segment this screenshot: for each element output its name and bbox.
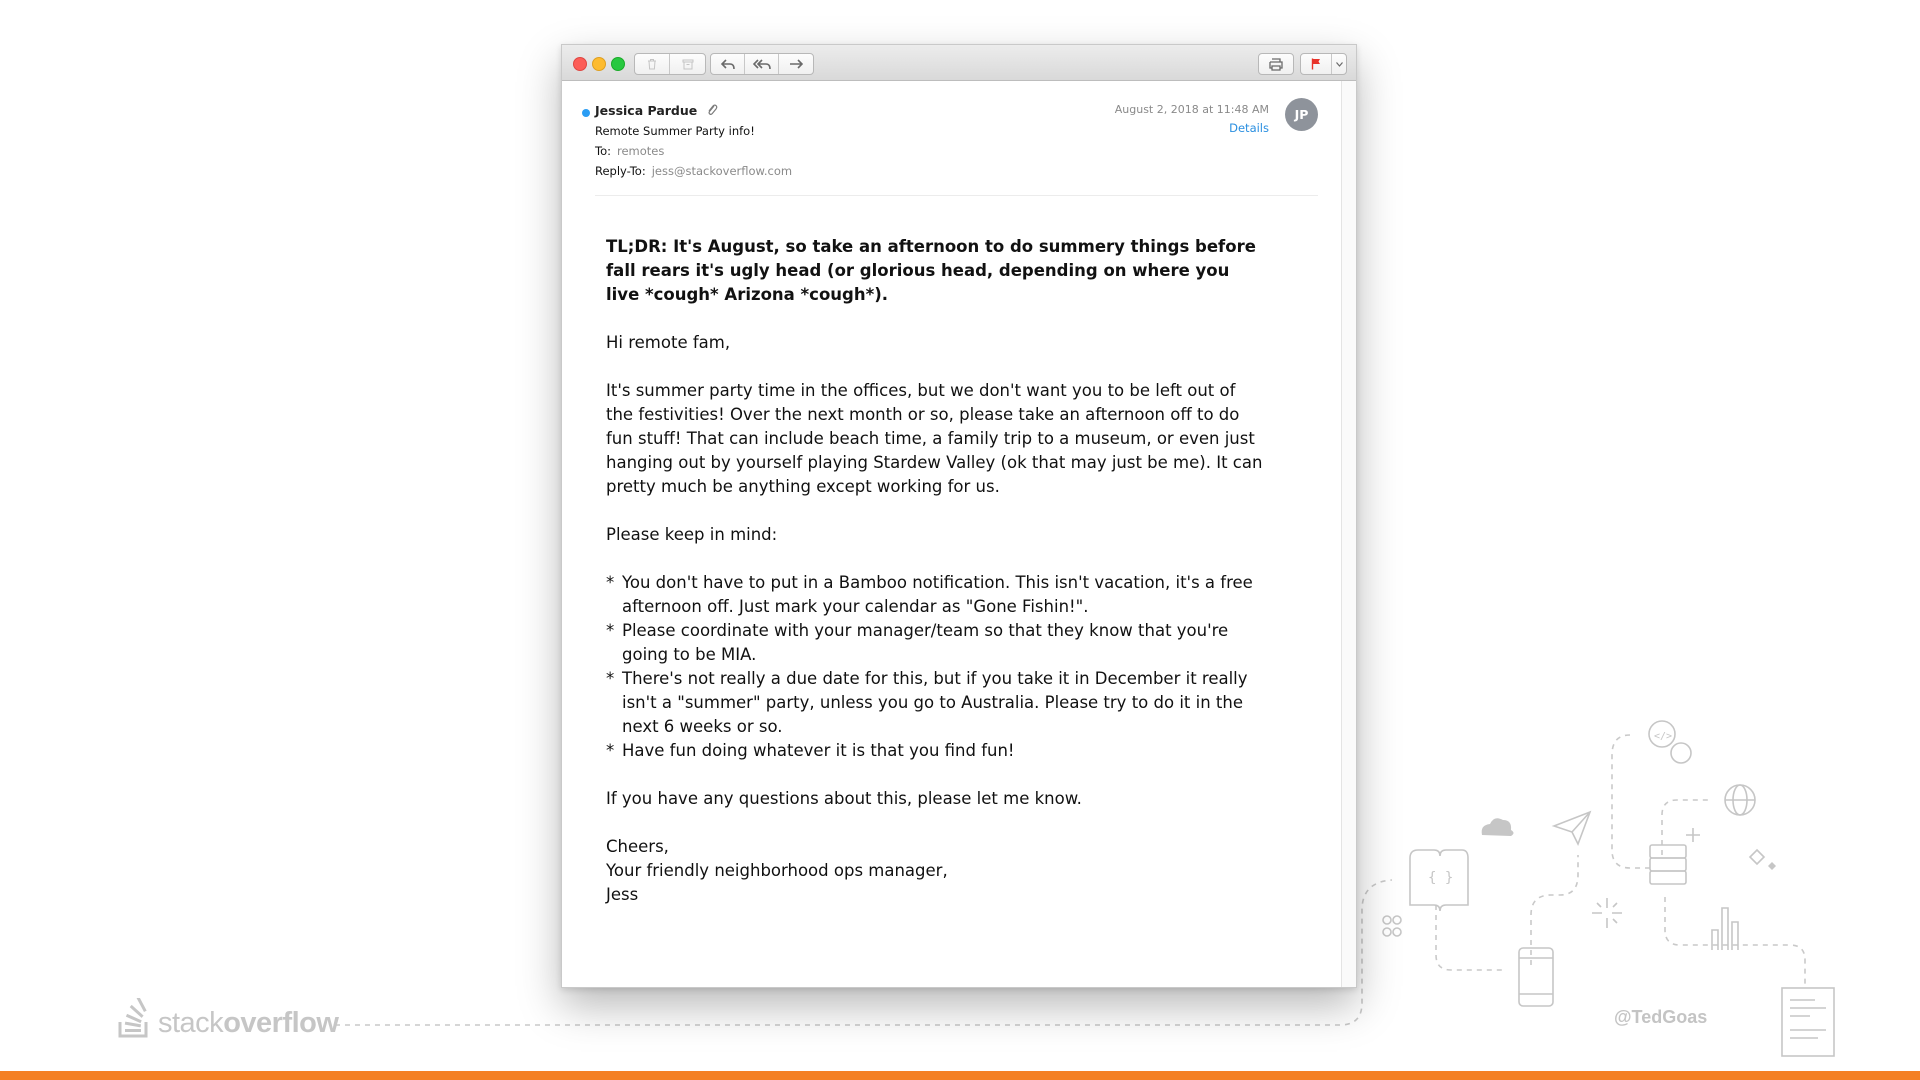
logo-text-regular: stack [158,1007,224,1039]
scrollbar[interactable] [1341,81,1356,987]
reply-to-address[interactable]: jess@stackoverflow.com [651,164,793,178]
list-item [606,739,1266,763]
list-item-text: You don't have to put in a Bamboo notification. This isn't vacation, it's a free afternoon off. Just mark your calendar as "Gone Fishin!". [622,573,1253,616]
bullet-marker: * [606,741,615,760]
header-divider [595,195,1318,196]
closing: Cheers, [606,837,669,856]
signature-name: Jess [606,885,639,904]
reply-to-row [595,164,792,178]
stackoverflow-wordmark [158,1008,338,1038]
details-link[interactable]: Details [1229,121,1269,135]
reply-to-label: Reply-To: [595,164,646,178]
intro-paragraph: It's summer party time in the offices, but we don't want you to be left out of the festivities! Over the next month or so, please take an afternoon off to do fun stuff! That can include beach time, a family trip to a museum, or even just hanging out by yourself playing Stardew Valley (ok that may just be me). It can pretty much be anything except working for us. [606,381,1263,496]
message-body [606,235,1266,931]
bullet-marker: * [606,621,615,640]
signature-title: Your friendly neighborhood ops manager, [606,861,948,880]
sender-name[interactable]: Jessica Pardue [595,103,698,118]
greeting: Hi remote fam, [606,333,731,352]
svg-text:</>: </> [1654,731,1673,742]
accent-bar [0,1071,1920,1080]
logo-text-bold: overflow [223,1007,339,1039]
keep-in-mind: Please keep in mind: [606,525,778,544]
stackoverflow-logo-icon [118,998,152,1038]
bullet-marker: * [606,573,615,592]
document-icon [1782,988,1834,1056]
to-label: To: [595,144,611,158]
list-item-text: Please coordinate with your manager/team so that they know that you're going to be MIA. [622,621,1229,664]
stackoverflow-logo [118,998,338,1038]
server-icon [1650,845,1686,858]
bullet-marker: * [606,669,615,688]
phone-icon [1519,948,1553,1006]
reminder-list [606,571,1266,763]
message-date: August 2, 2018 at 11:48 AM [1114,103,1269,116]
chat-bubble-icon [1649,721,1675,747]
globe-icon [1725,785,1755,815]
tldr-paragraph: TL;DR: It's August, so take an afternoon to do summery things before fall rears it's ugly head (or glorious head, depending on where you live *cough* Arizona *cough*). [606,237,1256,304]
to-row [595,144,664,158]
list-item [606,619,1266,667]
list-item-text: There's not really a due date for this, but if you take it in December it really isn't a "summer" party, unless you go to Australia. Please try to do it in the next 6 weeks or so. [622,669,1248,736]
book-icon [1410,850,1468,911]
signature [606,835,1266,907]
message-header [562,45,1342,197]
bar-chart-icon [1712,908,1738,950]
subject-line: Remote Summer Party info! [595,124,755,138]
avatar: JP [1285,98,1318,131]
svg-text:{ }: { } [1428,870,1454,886]
list-item-text: Have fun doing whatever it is that you find fun! [622,741,1015,760]
list-item [606,571,1266,619]
cloud-icon [1482,818,1514,836]
questions-paragraph: If you have any questions about this, please let me know. [606,789,1082,808]
paper-plane-icon [1554,812,1590,844]
twitter-handle: @TedGoas [1614,1007,1708,1027]
list-item [606,667,1266,739]
mail-window [561,44,1357,988]
to-recipient[interactable]: remotes [616,144,665,158]
